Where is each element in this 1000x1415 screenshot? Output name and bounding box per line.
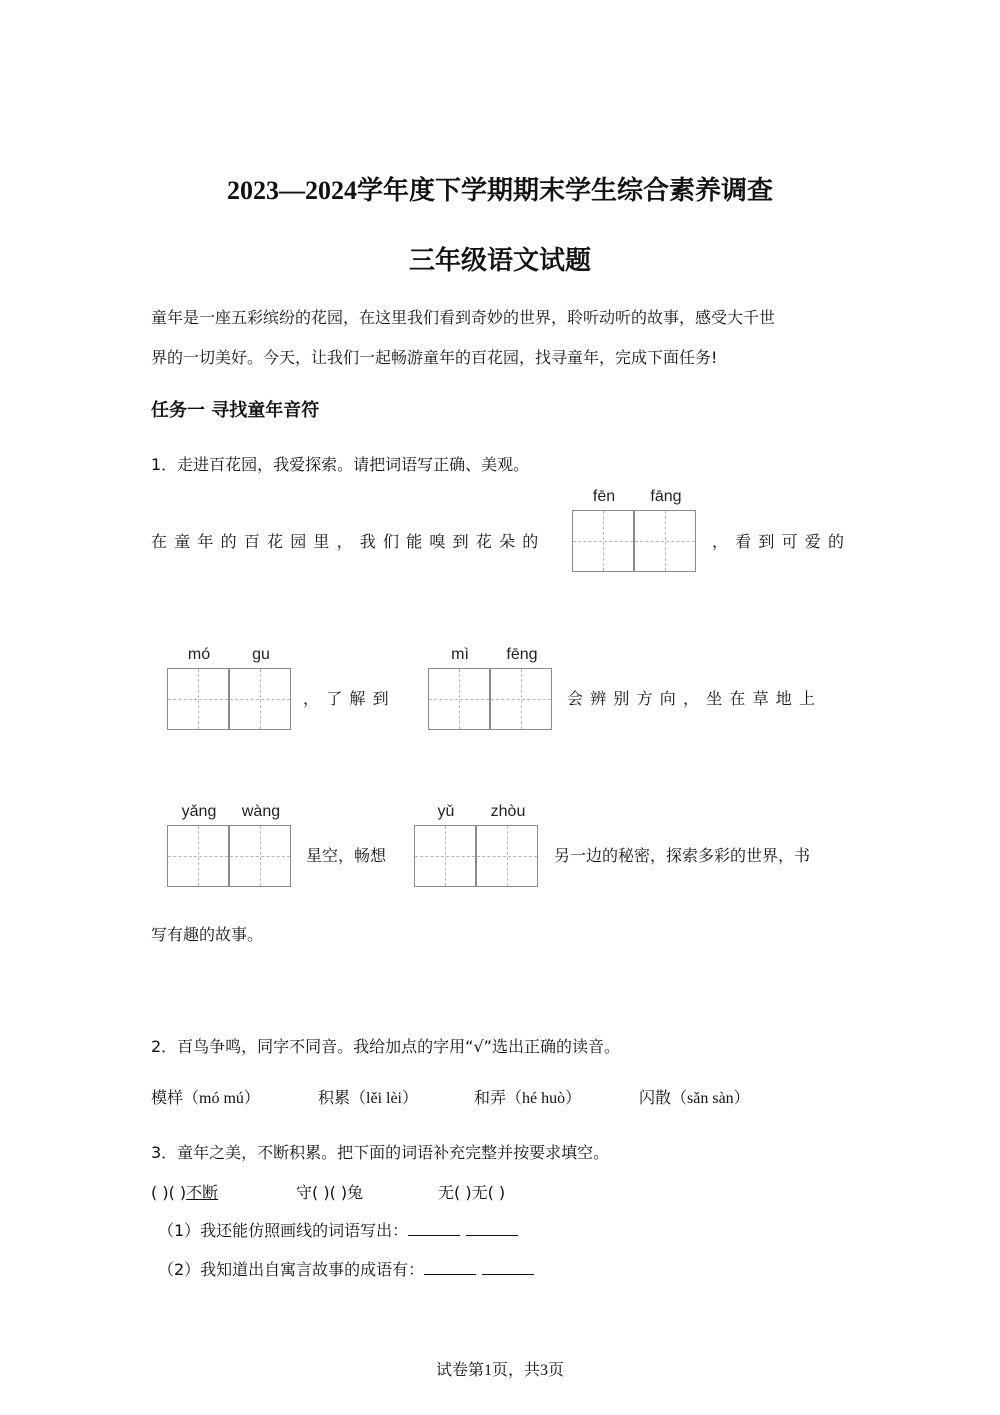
q3-fill-1-blanks: ( )( ) — [151, 1183, 187, 1202]
q2-word: 闪散 — [639, 1088, 672, 1107]
q2-word: 和弄 — [474, 1088, 507, 1107]
writing-box-fenfang[interactable] — [572, 488, 696, 572]
writing-box-yangwang[interactable] — [167, 803, 291, 887]
pinyin-label: fēng — [506, 646, 538, 663]
question-1-prompt: 1．走进百花园，我爱探索。请把词语写正确、美观。 — [151, 455, 530, 474]
answer-blank[interactable] — [424, 1260, 476, 1275]
q2-options: （hé huò） — [506, 1090, 582, 1107]
intro-line-2: 界的一切美好。今天，让我们一起畅游童年的百花园，找寻童年，完成下面任务! — [151, 348, 718, 367]
q1-row3-text-a: 星空，畅想 — [306, 846, 387, 865]
q1-row4-text: 写有趣的故事。 — [151, 925, 264, 944]
q2-item-2 — [318, 1085, 418, 1108]
q3-sub-1-label: （1）我还能仿照画线的词语写出： — [158, 1221, 409, 1240]
answer-blank[interactable] — [466, 1221, 518, 1236]
q3-fill-3: 无( )无( ) — [438, 1183, 506, 1202]
pinyin-label: mó — [187, 646, 211, 663]
pinyin-label: yǔ — [437, 803, 455, 820]
q1-row1-text-a: 在童年的百花园里，我们能嗅到花朵的 — [151, 532, 546, 551]
writing-cell[interactable] — [167, 646, 229, 730]
q2-item-4 — [639, 1085, 750, 1108]
q3-sub-2 — [158, 1257, 540, 1280]
question-2-prompt: 2．百鸟争鸣，同字不同音。我给加点的字用“√”选出正确的读音。 — [151, 1037, 620, 1056]
q3-sub-1 — [158, 1218, 524, 1241]
question-3-prompt: 3．童年之美，不断积累。把下面的词语补充完整并按要求填空。 — [151, 1143, 610, 1162]
writing-cell[interactable] — [476, 803, 538, 887]
q3-sub-2-label: （2）我知道出自寓言故事的成语有： — [158, 1260, 425, 1279]
writing-box-mogu[interactable] — [167, 646, 291, 730]
q2-options: （sǎn sàn） — [671, 1090, 750, 1107]
q2-options: （mó mú） — [183, 1090, 260, 1107]
writing-cell[interactable] — [229, 803, 291, 887]
pinyin-label: mì — [451, 646, 469, 663]
pinyin-label: gu — [252, 646, 270, 663]
writing-cell[interactable] — [572, 488, 634, 572]
q1-row1-text-b: ，看到可爱的 — [712, 532, 852, 551]
writing-box-mifeng[interactable] — [428, 646, 552, 730]
pinyin-label: wàng — [241, 803, 281, 820]
page-footer: 试卷第1页，共3页 — [435, 1362, 564, 1379]
exam-title: 2023—2024学年度下学期期末学生综合素养调查 — [226, 176, 773, 205]
writing-cell[interactable] — [414, 803, 476, 887]
pinyin-label: yǎng — [181, 803, 217, 820]
writing-box-yuzhou[interactable] — [414, 803, 538, 887]
writing-cell[interactable] — [634, 488, 696, 572]
q2-word: 模样 — [151, 1088, 184, 1107]
q2-word: 积累 — [318, 1088, 351, 1107]
writing-cell[interactable] — [167, 803, 229, 887]
exam-subtitle: 三年级语文试题 — [408, 246, 591, 275]
answer-blank[interactable] — [408, 1221, 460, 1236]
q3-fill-2: 守( )( )兔 — [296, 1183, 364, 1202]
writing-cell[interactable] — [428, 646, 490, 730]
q1-row2-text-a: ，了解到 — [303, 689, 396, 708]
writing-cell[interactable] — [490, 646, 552, 730]
writing-cell[interactable] — [229, 646, 291, 730]
pinyin-label: fēn — [592, 488, 616, 505]
answer-blank[interactable] — [482, 1260, 534, 1275]
q3-fill-1-word: 不断 — [186, 1183, 219, 1202]
intro-line-1: 童年是一座五彩缤纷的花园，在这里我们看到奇妙的世界，聆听动听的故事，感受大千世 — [151, 308, 776, 327]
section-heading-task1: 任务一 寻找童年音符 — [151, 400, 320, 421]
q3-fill-1 — [151, 1180, 218, 1203]
q2-item-3 — [474, 1085, 581, 1108]
q2-options: （lěi lèi） — [350, 1090, 419, 1107]
pinyin-label: fāng — [650, 488, 682, 505]
q1-row3-text-b: 另一边的秘密，探索多彩的世界，书 — [554, 846, 811, 865]
q1-row2-text-b: 会辨别方向，坐在草地上 — [567, 689, 823, 708]
pinyin-label: zhòu — [490, 803, 526, 820]
q2-item-1 — [151, 1085, 260, 1108]
